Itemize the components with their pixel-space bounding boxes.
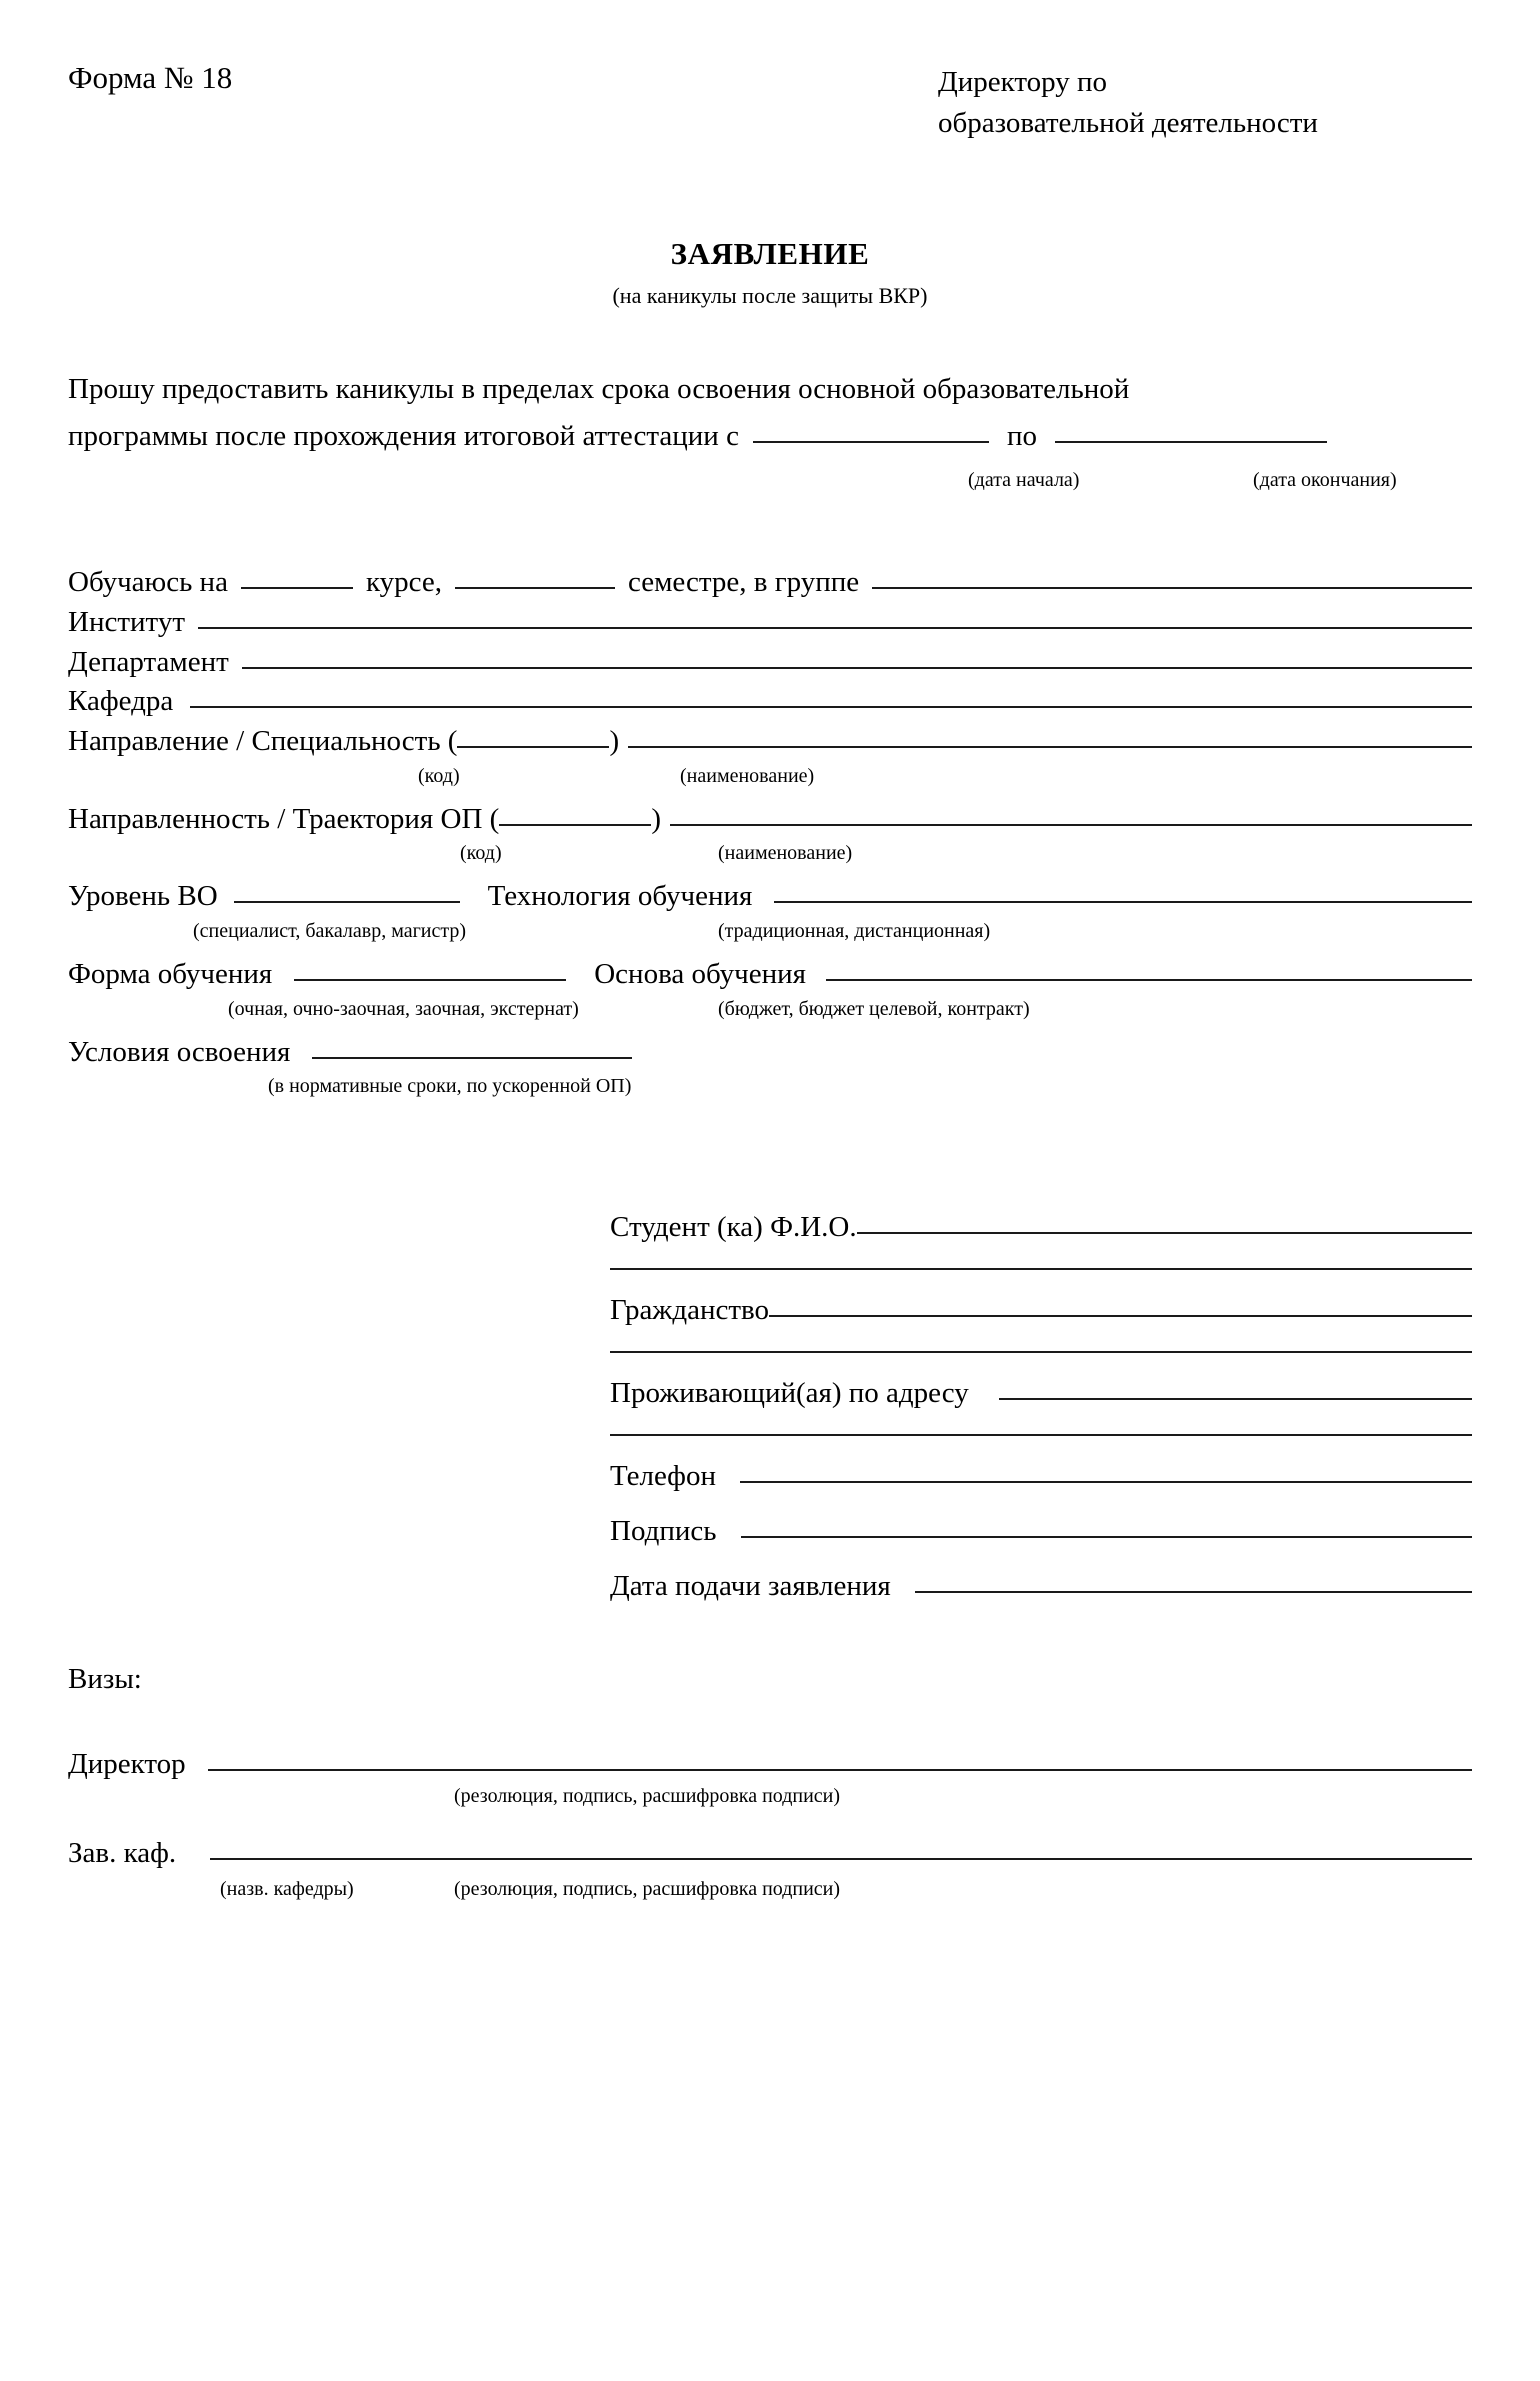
level-row <box>68 878 1472 916</box>
department-row <box>68 644 1472 682</box>
direction-captions-row <box>68 765 1472 795</box>
chair-head-field[interactable] <box>210 1858 1472 1860</box>
form-number: Форма № 18 <box>68 60 233 95</box>
direction-row <box>68 723 1472 761</box>
level-field[interactable] <box>234 901 460 903</box>
student-details-block <box>610 1213 1472 1601</box>
basis-of-study-label: Основа обучения <box>594 958 806 991</box>
department-label: Департамент <box>68 645 229 678</box>
form-basis-captions-row <box>68 998 1472 1028</box>
director-label: Директор <box>68 1748 186 1781</box>
profile-paren-close: ) <box>651 802 661 835</box>
signature-row <box>610 1517 1472 1546</box>
conditions-caption-row <box>68 1075 1472 1105</box>
profile-name-field[interactable] <box>670 824 1472 826</box>
level-caption: (специалист, бакалавр, магистр) <box>193 920 467 943</box>
citizenship-label: Гражданство <box>610 1294 770 1327</box>
chair-resolution-caption: (резолюция, подпись, расшифровка подписи) <box>454 1878 841 1901</box>
study-prefix-label: Обучаюсь на <box>68 566 228 599</box>
direction-code-caption: (код) <box>418 764 460 787</box>
visas-title: Визы: <box>68 1663 142 1696</box>
technology-field[interactable] <box>774 901 1472 903</box>
conditions-row <box>68 1034 1472 1072</box>
signature-field[interactable] <box>741 1536 1473 1538</box>
profile-code-field[interactable] <box>499 824 651 826</box>
level-captions-row <box>68 920 1472 950</box>
profile-code-caption: (код) <box>460 842 502 865</box>
institute-row <box>68 604 1472 642</box>
conditions-caption: (в нормативные сроки, по ускоренной ОП) <box>268 1075 632 1098</box>
address-label: Проживающий(ая) по адресу <box>610 1377 969 1410</box>
chair-name-caption: (назв. кафедры) <box>220 1878 354 1901</box>
institute-field[interactable] <box>198 627 1472 629</box>
profile-name-caption: (наименование) <box>718 842 853 865</box>
director-caption: (резолюция, подпись, расшифровка подписи) <box>454 1785 841 1808</box>
department-field[interactable] <box>242 667 1472 669</box>
semester-label: семестре, в группе <box>627 566 860 599</box>
submission-date-field[interactable] <box>915 1591 1472 1593</box>
form-of-study-row <box>68 956 1472 994</box>
chair-head-captions-row <box>68 1878 1472 1908</box>
page-title: ЗАЯВЛЕНИЕ <box>670 236 870 272</box>
course-field[interactable] <box>241 587 353 589</box>
direction-code-field[interactable] <box>457 746 609 748</box>
phone-field[interactable] <box>740 1481 1472 1483</box>
address-continuation-line[interactable] <box>610 1434 1472 1436</box>
director-row <box>68 1748 1472 1781</box>
form-of-study-caption: (очная, очно-заочная, заочная, экстернат) <box>228 997 579 1020</box>
semester-field[interactable] <box>455 587 615 589</box>
chair-field[interactable] <box>190 706 1472 708</box>
level-label: Уровень ВО <box>68 880 218 913</box>
study-row <box>68 564 1472 602</box>
phone-row <box>610 1462 1472 1491</box>
citizenship-field[interactable] <box>769 1315 1472 1317</box>
visas-section <box>68 1663 1472 1908</box>
student-fio-field[interactable] <box>857 1232 1472 1234</box>
start-date-caption: (дата начала) <box>968 469 1080 492</box>
director-field[interactable] <box>208 1769 1472 1771</box>
citizenship-row <box>610 1296 1472 1325</box>
request-line-2-text: программы после прохождения итоговой аттестации с <box>68 420 739 453</box>
technology-label: Технология обучения <box>487 880 753 913</box>
start-date-field[interactable] <box>753 441 989 443</box>
chair-head-row <box>68 1837 1472 1870</box>
end-date-field[interactable] <box>1055 441 1327 443</box>
direction-name-caption: (наименование) <box>680 764 815 787</box>
form-of-study-field[interactable] <box>294 979 566 981</box>
student-fio-label: Студент (ка) Ф.И.О. <box>610 1211 857 1244</box>
date-captions-row <box>68 464 1472 494</box>
basis-of-study-caption: (бюджет, бюджет целевой, контракт) <box>718 997 1030 1020</box>
request-line-2 <box>68 413 1472 460</box>
direction-paren-close: ) <box>609 725 620 758</box>
conditions-field[interactable] <box>312 1057 632 1059</box>
address-row <box>610 1379 1472 1408</box>
request-paragraph <box>68 366 1472 494</box>
institute-label: Институт <box>68 605 185 638</box>
end-date-caption: (дата окончания) <box>1253 469 1397 492</box>
conditions-label: Условия освоения <box>68 1035 291 1068</box>
address-field[interactable] <box>999 1398 1472 1400</box>
signature-label: Подпись <box>610 1515 717 1548</box>
student-fio-row <box>610 1213 1472 1242</box>
profile-row <box>68 801 1472 839</box>
addressee-line-1: Директору по <box>938 66 1108 98</box>
group-field[interactable] <box>872 587 1472 589</box>
direction-label: Направление / Специальность ( <box>68 725 458 758</box>
form-of-study-label: Форма обучения <box>68 958 273 991</box>
addressee-line-2: образовательной деятельности <box>938 107 1318 140</box>
form-sheet <box>68 0 1472 1908</box>
document-header <box>68 0 1472 144</box>
direction-name-field[interactable] <box>628 746 1472 748</box>
course-label: курсе, <box>365 566 442 599</box>
submission-date-label: Дата подачи заявления <box>610 1570 891 1603</box>
technology-caption: (традиционная, дистанционная) <box>718 920 991 943</box>
citizenship-continuation-line[interactable] <box>610 1351 1472 1353</box>
student-fio-continuation-line[interactable] <box>610 1268 1472 1270</box>
director-caption-row <box>68 1785 1472 1815</box>
basis-of-study-field[interactable] <box>826 979 1472 981</box>
profile-captions-row <box>68 842 1472 872</box>
addressee-block <box>938 62 1458 144</box>
title-block <box>68 236 1472 309</box>
page-subtitle: (на каникулы после защиты ВКР) <box>612 283 928 309</box>
chair-label: Кафедра <box>68 685 174 718</box>
phone-label: Телефон <box>610 1460 716 1493</box>
request-line-1: Прошу предоставить каникулы в пределах срока освоения основной образовательной <box>68 373 1130 406</box>
chair-head-label: Зав. каф. <box>68 1837 177 1870</box>
chair-row <box>68 683 1472 721</box>
submission-date-row <box>610 1572 1472 1601</box>
between-dates-label: по <box>1006 420 1037 453</box>
profile-label: Направленность / Траектория ОП ( <box>68 802 500 835</box>
fields-section <box>68 564 1472 1105</box>
